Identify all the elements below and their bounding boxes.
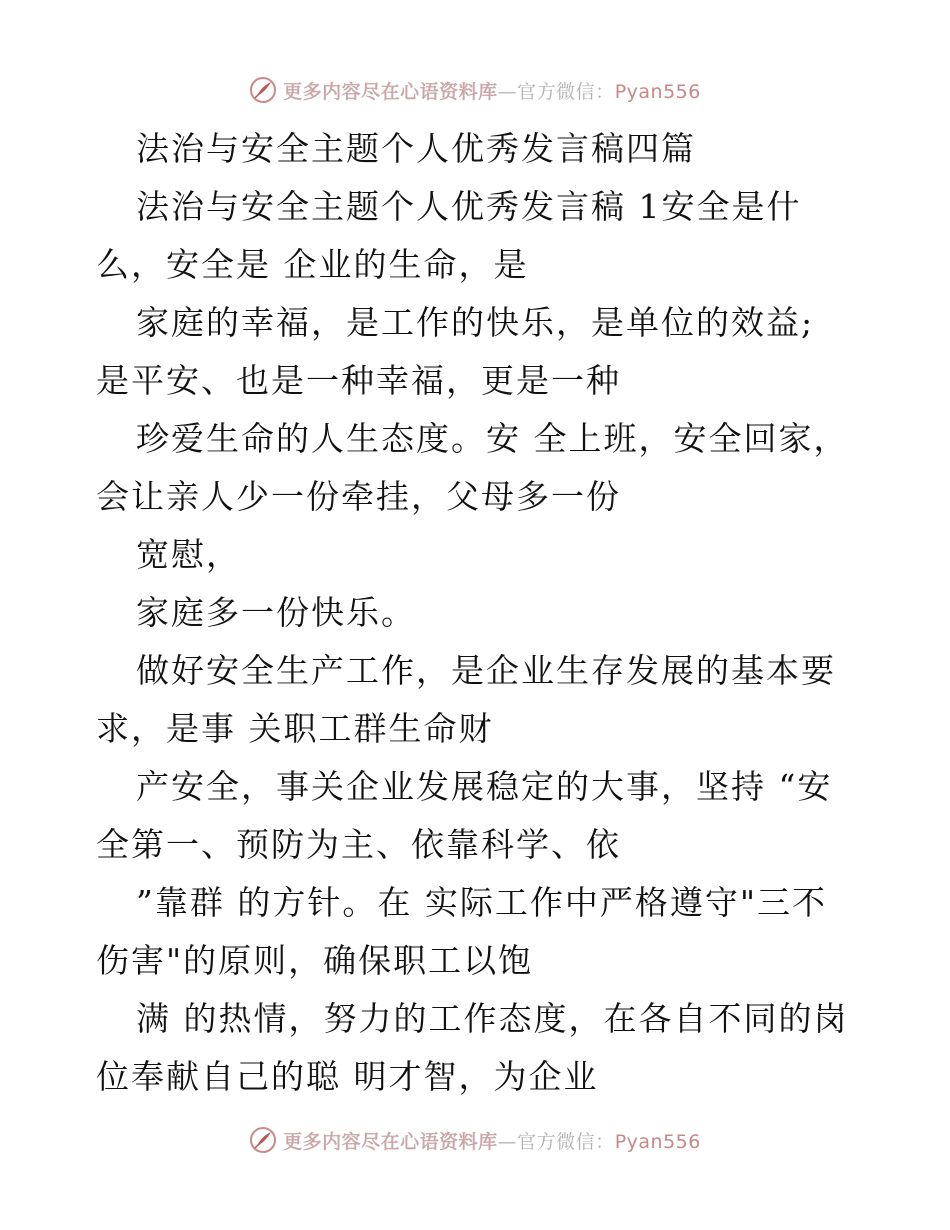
- feather-logo-icon: [249, 1126, 277, 1154]
- text-line: 宽慰，: [136, 535, 241, 574]
- text-line: 做好安全生产工作，是企业生存发展的基本要: [136, 651, 836, 690]
- text-line: 满 的热情，努力的工作态度，在各自不同的岗: [136, 999, 849, 1038]
- banner-wechat-id: Pyan556: [614, 80, 701, 103]
- footer-banner: [0, 1122, 950, 1158]
- banner-text: [283, 1127, 701, 1154]
- banner-text: [283, 77, 701, 104]
- banner-brand: 更多内容尽在心语资料库: [283, 1130, 498, 1153]
- document-body: [96, 120, 849, 1106]
- text-line: 法治与安全主题个人优秀发言稿 1安全是什: [136, 187, 802, 226]
- text-line: 珍爱生命的人生态度。安 全上班，安全回家，: [136, 419, 849, 458]
- banner-dash: —: [497, 1130, 518, 1153]
- text-line: 伤害"的原则，确保职工以饱: [96, 941, 534, 980]
- text-line: ”靠群 的方针。在 实际工作中严格遵守"三不: [136, 883, 828, 922]
- header-banner: [0, 72, 950, 108]
- text-line: 全第一、预防为主、依靠科学、依: [96, 825, 621, 864]
- text-line: 么，安全是 企业的生命，是: [96, 245, 529, 284]
- text-line: 会让亲人少一份牵挂，父母多一份: [96, 477, 621, 516]
- banner-label: 官方微信：: [517, 80, 615, 103]
- text-line: 家庭的幸福，是工作的快乐，是单位的效益;: [136, 303, 815, 342]
- text-line: 位奉献自己的聪 明才智，为企业: [96, 1057, 599, 1096]
- text-line: 产安全，事关企业发展稳定的大事，坚持 “安: [136, 767, 833, 806]
- feather-logo-icon: [249, 76, 277, 104]
- banner-wechat-id: Pyan556: [614, 1130, 701, 1153]
- banner-brand: 更多内容尽在心语资料库: [283, 80, 498, 103]
- text-line: 求，是事 关职工群生命财: [96, 709, 494, 748]
- text-line: 法治与安全主题个人优秀发言稿四篇: [136, 129, 696, 168]
- text-line: 家庭多一份快乐。: [136, 593, 416, 632]
- banner-dash: —: [497, 80, 518, 103]
- text-line: 是平安、也是一种幸福，更是一种: [96, 361, 621, 400]
- banner-label: 官方微信：: [517, 1130, 615, 1153]
